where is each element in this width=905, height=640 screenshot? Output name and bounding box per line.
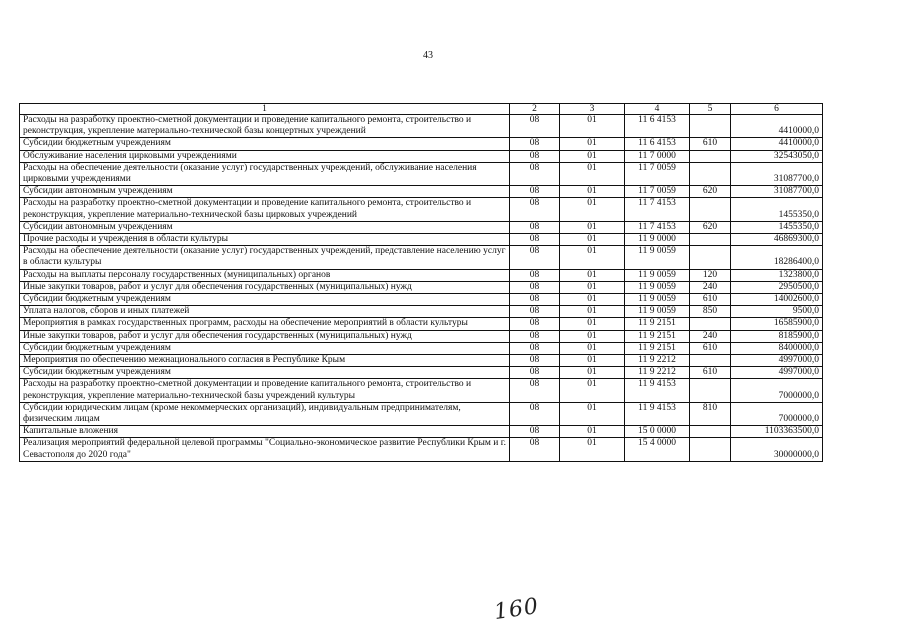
cell-section: 08 — [510, 162, 560, 185]
table-row — [20, 342, 823, 354]
cell-name: Мероприятия в рамках государственных программ, расходы на обеспечение мероприятий в области культуры — [20, 318, 510, 330]
cell-target-article: 11 9 4153 — [625, 379, 690, 402]
cell-name: Реализация мероприятий федеральной целевой программы "Социально-экономическое развитие Республики Крым и г. Севастополя до 2020 года" — [20, 438, 510, 461]
table-row — [20, 138, 823, 150]
cell-target-article: 11 9 0059 — [625, 306, 690, 318]
header-col-5: 5 — [690, 104, 731, 115]
cell-section: 08 — [510, 438, 560, 461]
table-row — [20, 150, 823, 162]
cell-name: Расходы на разработку проектно-сметной документации и проведение капитального ремонта, строительство и реконструкция, укрепление материально-технической базы учреждений культуры — [20, 379, 510, 402]
cell-expense-type — [690, 246, 731, 269]
table-row — [20, 355, 823, 367]
cell-name: Иные закупки товаров, работ и услуг для обеспечения государственных (муниципальных) нужд — [20, 330, 510, 342]
cell-target-article: 11 7 4153 — [625, 198, 690, 221]
cell-amount: 1323800,0 — [731, 269, 823, 281]
cell-expense-type: 240 — [690, 330, 731, 342]
budget-table — [19, 103, 823, 462]
cell-expense-type: 610 — [690, 138, 731, 150]
cell-section: 08 — [510, 294, 560, 306]
cell-name: Субсидии автономным учреждениям — [20, 186, 510, 198]
cell-amount: 1455350,0 — [731, 198, 823, 221]
cell-target-article: 11 6 4153 — [625, 138, 690, 150]
page-number: 43 — [423, 50, 433, 61]
table-row — [20, 115, 823, 138]
cell-amount: 30000000,0 — [731, 438, 823, 461]
cell-section: 08 — [510, 186, 560, 198]
cell-expense-type — [690, 115, 731, 138]
cell-expense-type — [690, 198, 731, 221]
header-col-1: 1 — [20, 104, 510, 115]
cell-section: 08 — [510, 198, 560, 221]
cell-section: 08 — [510, 234, 560, 246]
cell-subsection: 01 — [560, 367, 625, 379]
cell-expense-type: 620 — [690, 221, 731, 233]
cell-target-article: 11 9 2212 — [625, 355, 690, 367]
cell-target-article: 11 9 2151 — [625, 318, 690, 330]
cell-name: Субсидии автономным учреждениям — [20, 221, 510, 233]
cell-subsection: 01 — [560, 281, 625, 293]
cell-expense-type — [690, 162, 731, 185]
cell-expense-type: 620 — [690, 186, 731, 198]
cell-name: Субсидии юридическим лицам (кроме некоммерческих организаций), индивидуальным предпринимателям, физическим лицам — [20, 402, 510, 425]
cell-expense-type — [690, 438, 731, 461]
cell-amount: 7000000,0 — [731, 402, 823, 425]
cell-section: 08 — [510, 330, 560, 342]
cell-subsection: 01 — [560, 438, 625, 461]
budget-table-body — [20, 104, 823, 462]
cell-section: 08 — [510, 281, 560, 293]
header-col-4: 4 — [625, 104, 690, 115]
cell-subsection: 01 — [560, 186, 625, 198]
table-row — [20, 221, 823, 233]
cell-subsection: 01 — [560, 150, 625, 162]
cell-name: Уплата налогов, сборов и иных платежей — [20, 306, 510, 318]
cell-amount: 46869300,0 — [731, 234, 823, 246]
table-row — [20, 198, 823, 221]
cell-section: 08 — [510, 355, 560, 367]
cell-subsection: 01 — [560, 221, 625, 233]
table-row — [20, 162, 823, 185]
header-col-6: 6 — [731, 104, 823, 115]
cell-expense-type: 810 — [690, 402, 731, 425]
cell-name: Субсидии бюджетным учреждениям — [20, 138, 510, 150]
cell-target-article: 11 7 0059 — [625, 162, 690, 185]
cell-subsection: 01 — [560, 342, 625, 354]
cell-subsection: 01 — [560, 138, 625, 150]
cell-expense-type: 610 — [690, 367, 731, 379]
table-row — [20, 281, 823, 293]
cell-target-article: 11 9 2212 — [625, 367, 690, 379]
cell-subsection: 01 — [560, 162, 625, 185]
cell-amount: 32543050,0 — [731, 150, 823, 162]
table-row — [20, 294, 823, 306]
table-row — [20, 318, 823, 330]
cell-subsection: 01 — [560, 379, 625, 402]
cell-amount: 8400000,0 — [731, 342, 823, 354]
cell-section: 08 — [510, 426, 560, 438]
cell-target-article: 15 4 0000 — [625, 438, 690, 461]
table-row — [20, 246, 823, 269]
cell-amount: 4410000,0 — [731, 138, 823, 150]
cell-expense-type: 120 — [690, 269, 731, 281]
cell-subsection: 01 — [560, 234, 625, 246]
cell-name: Капитальные вложения — [20, 426, 510, 438]
table-row — [20, 438, 823, 461]
cell-target-article: 11 9 0059 — [625, 281, 690, 293]
cell-name: Субсидии бюджетным учреждениям — [20, 367, 510, 379]
cell-target-article: 11 9 4153 — [625, 402, 690, 425]
header-col-2: 2 — [510, 104, 560, 115]
cell-subsection: 01 — [560, 198, 625, 221]
cell-name: Расходы на разработку проектно-сметной документации и проведение капитального ремонта, строительство и реконструкция, укрепление материально-технической базы цирковых учреждений — [20, 198, 510, 221]
cell-subsection: 01 — [560, 115, 625, 138]
cell-subsection: 01 — [560, 330, 625, 342]
cell-section: 08 — [510, 115, 560, 138]
cell-name: Расходы на выплаты персоналу государственных (муниципальных) органов — [20, 269, 510, 281]
table-row — [20, 269, 823, 281]
cell-subsection: 01 — [560, 294, 625, 306]
cell-expense-type — [690, 150, 731, 162]
cell-expense-type — [690, 426, 731, 438]
cell-amount: 9500,0 — [731, 306, 823, 318]
cell-target-article: 15 0 0000 — [625, 426, 690, 438]
cell-amount: 2950500,0 — [731, 281, 823, 293]
table-row — [20, 379, 823, 402]
cell-amount: 8185900,0 — [731, 330, 823, 342]
cell-section: 08 — [510, 342, 560, 354]
cell-amount: 4997000,0 — [731, 367, 823, 379]
cell-amount: 18286400,0 — [731, 246, 823, 269]
cell-name: Расходы на разработку проектно-сметной документации и проведение капитального ремонта, строительство и реконструкция, укрепление материально-технической базы концертных учреждений — [20, 115, 510, 138]
cell-amount: 31087700,0 — [731, 186, 823, 198]
cell-expense-type — [690, 379, 731, 402]
table-row — [20, 426, 823, 438]
cell-target-article: 11 6 4153 — [625, 115, 690, 138]
cell-subsection: 01 — [560, 246, 625, 269]
cell-amount: 31087700,0 — [731, 162, 823, 185]
cell-section: 08 — [510, 221, 560, 233]
cell-subsection: 01 — [560, 426, 625, 438]
cell-expense-type — [690, 234, 731, 246]
cell-name: Иные закупки товаров, работ и услуг для обеспечения государственных (муниципальных) нужд — [20, 281, 510, 293]
cell-amount: 16585900,0 — [731, 318, 823, 330]
cell-amount: 4410000,0 — [731, 115, 823, 138]
cell-subsection: 01 — [560, 318, 625, 330]
table-row — [20, 367, 823, 379]
cell-target-article: 11 9 0059 — [625, 269, 690, 281]
cell-expense-type: 610 — [690, 342, 731, 354]
table-row — [20, 402, 823, 425]
table-row — [20, 330, 823, 342]
cell-name: Мероприятия по обеспечению межнационального согласия в Республике Крым — [20, 355, 510, 367]
cell-expense-type: 240 — [690, 281, 731, 293]
cell-name: Расходы на обеспечение деятельности (оказание услуг) государственных учреждений, представление населению услуг в области культуры — [20, 246, 510, 269]
cell-amount: 14002600,0 — [731, 294, 823, 306]
cell-expense-type: 610 — [690, 294, 731, 306]
cell-subsection: 01 — [560, 269, 625, 281]
header-row — [20, 104, 823, 115]
cell-section: 08 — [510, 318, 560, 330]
cell-target-article: 11 7 0000 — [625, 150, 690, 162]
cell-section: 08 — [510, 269, 560, 281]
cell-target-article: 11 9 0000 — [625, 234, 690, 246]
cell-target-article: 11 9 2151 — [625, 330, 690, 342]
cell-amount: 4997000,0 — [731, 355, 823, 367]
cell-amount: 7000000,0 — [731, 379, 823, 402]
cell-name: Расходы на обеспечение деятельности (оказание услуг) государственных учреждений, обслуживание населения цирковыми учреждениями — [20, 162, 510, 185]
cell-section: 08 — [510, 246, 560, 269]
cell-target-article: 11 9 0059 — [625, 246, 690, 269]
cell-expense-type — [690, 318, 731, 330]
cell-section: 08 — [510, 150, 560, 162]
cell-target-article: 11 9 2151 — [625, 342, 690, 354]
header-col-3: 3 — [560, 104, 625, 115]
cell-subsection: 01 — [560, 355, 625, 367]
handwritten-page-number: 160 — [492, 593, 541, 626]
cell-subsection: 01 — [560, 306, 625, 318]
cell-section: 08 — [510, 306, 560, 318]
cell-name: Субсидии бюджетным учреждениям — [20, 342, 510, 354]
cell-target-article: 11 7 0059 — [625, 186, 690, 198]
cell-section: 08 — [510, 402, 560, 425]
cell-section: 08 — [510, 138, 560, 150]
table-row — [20, 234, 823, 246]
cell-name: Обслуживание населения цирковыми учреждениями — [20, 150, 510, 162]
cell-amount: 1455350,0 — [731, 221, 823, 233]
cell-target-article: 11 9 0059 — [625, 294, 690, 306]
cell-target-article: 11 7 4153 — [625, 221, 690, 233]
cell-expense-type — [690, 355, 731, 367]
cell-subsection: 01 — [560, 402, 625, 425]
cell-section: 08 — [510, 379, 560, 402]
table-row — [20, 306, 823, 318]
table-row — [20, 186, 823, 198]
cell-name: Прочие расходы и учреждения в области культуры — [20, 234, 510, 246]
cell-name: Субсидии бюджетным учреждениям — [20, 294, 510, 306]
cell-amount: 1103363500,0 — [731, 426, 823, 438]
cell-section: 08 — [510, 367, 560, 379]
cell-expense-type: 850 — [690, 306, 731, 318]
